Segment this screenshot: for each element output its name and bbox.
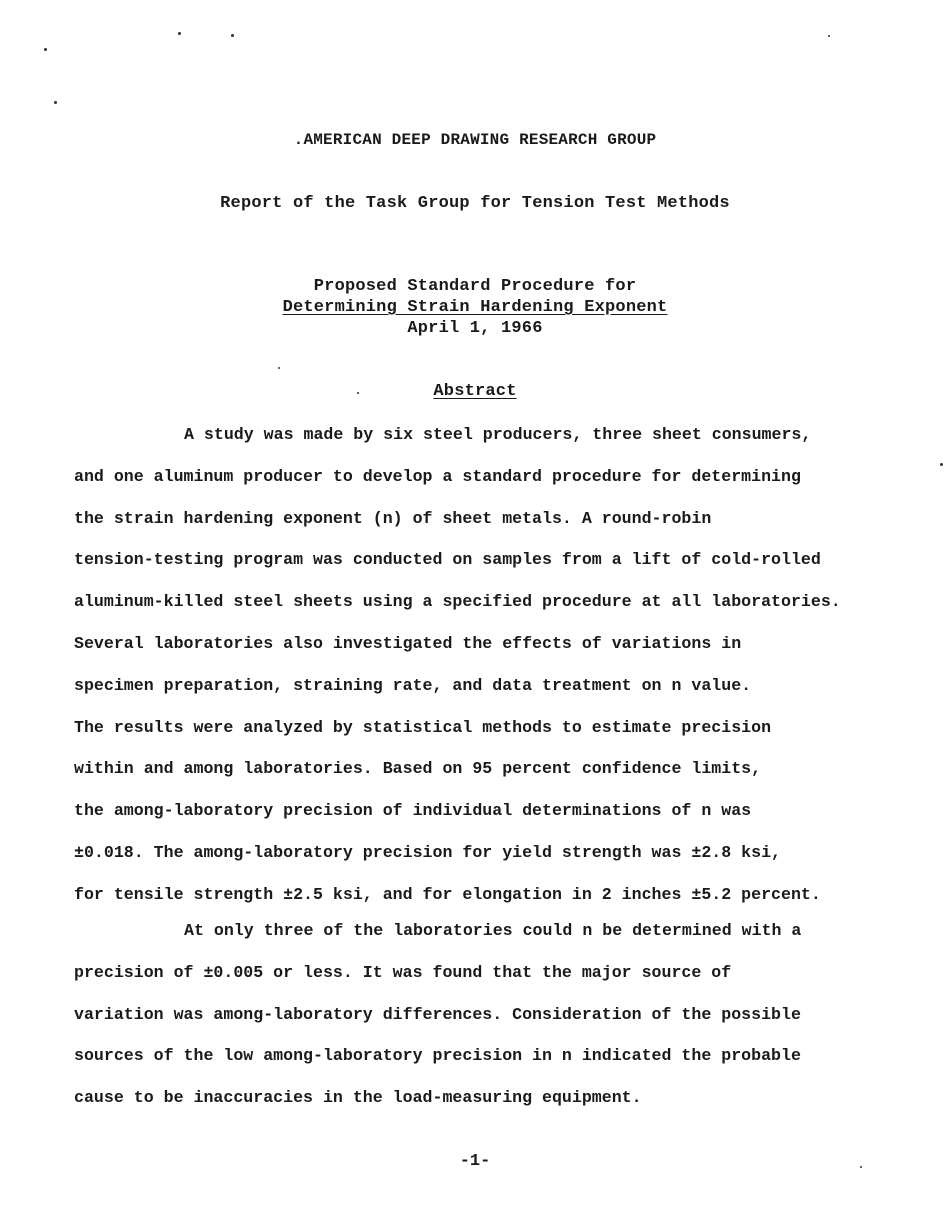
procedure-title-line-1: Proposed Standard Procedure for xyxy=(313,277,637,296)
scan-speck xyxy=(860,1166,862,1168)
organization-heading: .AMERICAN DEEP DRAWING RESEARCH GROUP xyxy=(293,131,657,149)
paragraph-line: the among-laboratory precision of individual determinations of n was xyxy=(74,801,752,821)
page-number: -1- xyxy=(459,1152,491,1171)
paragraph-line: aluminum-killed steel sheets using a specified procedure at all laboratories. xyxy=(74,592,841,612)
paragraph-line: At only three of the laboratories could n be determined with a xyxy=(184,921,802,940)
report-title: Report of the Task Group for Tension Test Methods xyxy=(220,194,730,213)
scan-speck xyxy=(828,35,830,37)
paragraph-line: for tensile strength ±2.5 ksi, and for elongation in 2 inches ±5.2 percent. xyxy=(74,884,821,904)
scan-speck xyxy=(231,34,234,37)
paragraph-line: the strain hardening exponent (n) of sheet metals. A round-robin xyxy=(74,508,712,528)
paragraph-line: sources of the low among-laboratory precision in n indicated the probable xyxy=(74,1046,801,1066)
paragraph-line: A study was made by six steel producers, three sheet consumers, xyxy=(184,425,812,444)
paragraph-line: precision of ±0.005 or less. It was found that the major source of xyxy=(74,962,732,982)
document-date: April 1, 1966 xyxy=(407,319,543,338)
scan-speck xyxy=(357,392,359,394)
abstract-heading: Abstract xyxy=(433,382,517,401)
abstract-paragraph-2 xyxy=(74,910,934,1119)
scan-speck xyxy=(54,101,57,104)
paragraph-line: Several laboratories also investigated the effects of variations in xyxy=(74,633,742,653)
paragraph-line: within and among laboratories. Based on 95 percent confidence limits, xyxy=(74,759,762,779)
paragraph-line: The results were analyzed by statistical methods to estimate precision xyxy=(74,717,772,737)
scan-speck xyxy=(940,463,943,466)
paragraph-line: variation was among-laboratory differences. Consideration of the possible xyxy=(74,1004,801,1024)
paragraph-line: tension-testing program was conducted on samples from a lift of cold-rolled xyxy=(74,550,821,570)
paragraph-line: cause to be inaccuracies in the load-measuring equipment. xyxy=(74,1088,642,1108)
scan-speck xyxy=(44,48,47,51)
scan-speck xyxy=(178,32,181,35)
scan-speck xyxy=(278,367,280,369)
abstract-paragraph-1 xyxy=(74,414,934,916)
procedure-title-line-2: Determining Strain Hardening Exponent xyxy=(282,298,668,317)
paragraph-line: and one aluminum producer to develop a standard procedure for determining xyxy=(74,466,801,486)
paragraph-line: specimen preparation, straining rate, and data treatment on n value. xyxy=(74,675,752,695)
paragraph-line: ±0.018. The among-laboratory precision for yield strength was ±2.8 ksi, xyxy=(74,842,782,862)
